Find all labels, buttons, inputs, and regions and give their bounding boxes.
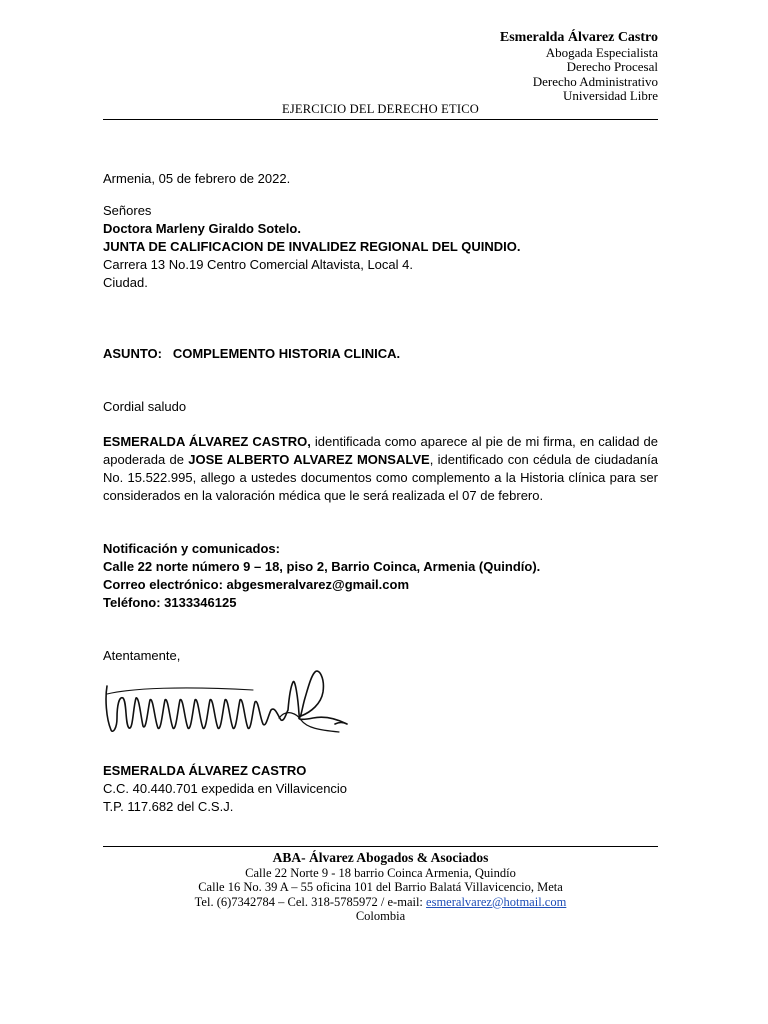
subject-label: ASUNTO: — [103, 346, 162, 361]
paragraph-name-1: ESMERALDA ÁLVAREZ CASTRO, — [103, 434, 311, 449]
letterhead — [500, 31, 658, 104]
lawyer-name: Esmeralda Álvarez Castro — [499, 30, 658, 45]
notification-title: Notificación y comunicados: — [103, 541, 280, 556]
footer-phone: Tel. (6)7342784 – Cel. 318-5785972 / e-mail: — [194, 894, 427, 909]
signature-block — [103, 762, 658, 816]
footer-address-2: Calle 16 No. 39 A – 55 oficina 101 del Barrio Balatá Villavicencio, Meta — [198, 880, 563, 894]
footer-email-link[interactable]: esmeralvarez@hotmail.com — [426, 894, 567, 909]
footer-country: Colombia — [355, 909, 406, 923]
notification-block — [103, 540, 658, 612]
motto: EJERCICIO DEL DERECHO ETICO — [282, 102, 479, 116]
signer-name: ESMERALDA ÁLVAREZ CASTRO — [103, 763, 307, 778]
title-line-1: Abogada Especialista — [545, 44, 658, 60]
notification-email: Correo electrónico: abgesmeralvarez@gmail.com — [103, 577, 410, 592]
footer-divider — [103, 846, 658, 847]
notification-phone: Teléfono: 3133346125 — [103, 595, 237, 610]
greeting: Cordial saludo — [103, 399, 187, 414]
paragraph-text-1: identificada como aparece al pie de mi firma, en calidad de apoderada de — [103, 434, 658, 467]
title-line-3: Derecho Administrativo — [532, 73, 658, 89]
title-line-4: Universidad Libre — [563, 88, 658, 103]
handwritten-signature — [103, 668, 358, 746]
recipient-name: Doctora Marleny Giraldo Sotelo. — [103, 221, 301, 236]
signer-tp: T.P. 117.682 del C.S.J. — [103, 799, 234, 814]
recipient-city: Ciudad. — [103, 275, 148, 290]
footer-contact — [103, 895, 658, 910]
paragraph-name-2: JOSE ALBERTO ALVAREZ MONSALVE — [188, 452, 430, 467]
recipient-salutation: Señores — [103, 203, 152, 218]
subject-text: COMPLEMENTO HISTORIA CLINICA. — [172, 346, 401, 361]
recipient-address: Carrera 13 No.19 Centro Comercial Altavista, Local 4. — [103, 257, 413, 272]
paragraph-text-2: , identificado con cédula de ciudadanía No. 15.522.995, allego a ustedes documentos como complemento a la Historia clínica para ser considerados en la valoración médica que le será realizada el 07 de febrero. — [103, 452, 658, 503]
closing: Atentamente, — [103, 648, 181, 663]
recipient-organization: JUNTA DE CALIFICACION DE INVALIDEZ REGIONAL DEL QUINDIO. — [103, 239, 521, 254]
footer-address-1: Calle 22 Norte 9 - 18 barrio Coinca Armenia, Quindío — [245, 865, 516, 880]
letter-date: Armenia, 05 de febrero de 2022. — [103, 171, 291, 186]
main-paragraph — [103, 433, 658, 505]
notification-address: Calle 22 norte número 9 – 18, piso 2, Barrio Coinca, Armenia (Quindío). — [103, 559, 541, 574]
footer — [103, 851, 658, 924]
header-divider — [103, 119, 658, 120]
title-line-2: Derecho Procesal — [566, 59, 658, 74]
firm-name: ABA- Álvarez Abogados & Asociados — [272, 850, 489, 865]
signer-id: C.C. 40.440.701 expedida en Villavicencio — [103, 781, 348, 796]
recipient-block — [103, 202, 658, 292]
subject-line — [103, 345, 658, 363]
